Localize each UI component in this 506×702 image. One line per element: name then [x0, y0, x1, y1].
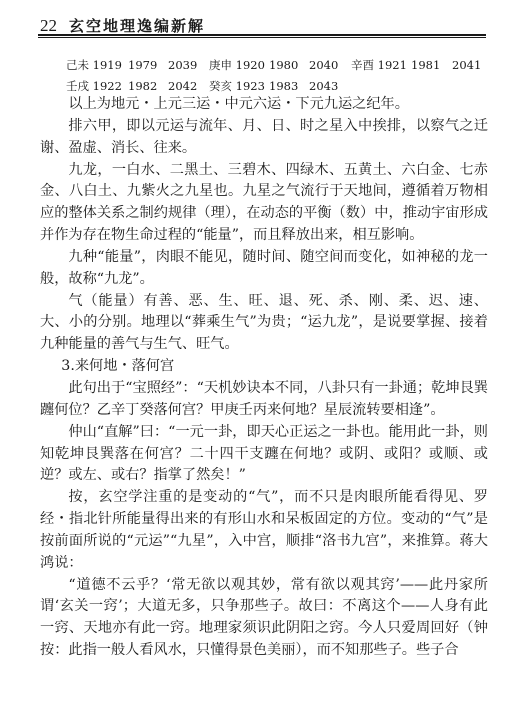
year-table — [66, 54, 486, 96]
year-cell: 2039 — [168, 57, 198, 72]
year-cell: 2041 — [452, 57, 482, 72]
paragraph: “道德不云乎？‘常无欲以观其妙，常有欲以观其窍’——此丹家所谓‘玄关一窍’；大道无多，只争那些子。故曰：不离这个——人身有此一窍、天地亦有此一窍。地理家须识此阴阳之窍。今人只爱周回好（钟按：此指一般人看风水，只懂得景色美丽），而不知那些子。些子合 — [40, 576, 488, 659]
paragraph: 排六甲，即以元运与流年、月、日、时之星入中挨排，以察气之迁谢、盈虚、消长、往来。 — [40, 117, 488, 156]
header-rule — [38, 34, 486, 36]
book-title: 玄空地理逸编新解 — [69, 17, 206, 35]
year-cell: 1982 — [128, 78, 158, 93]
page-header — [40, 10, 485, 36]
year-cell: 2042 — [168, 78, 198, 93]
year-cell: 1980 — [269, 57, 299, 72]
year-cell: 己未 1919 — [66, 57, 122, 72]
year-cell: 2043 — [309, 78, 339, 93]
year-cell: 1981 — [411, 57, 441, 72]
paragraph: 以上为地元・上元三运・中元六运・下元九运之纪年。 — [68, 96, 409, 112]
paragraph: 九龙，一白水、二黑土、三碧木、四绿木、五黄土、六白金、七赤金、八白土、九紫火之九星也。九星之气流行于天地间，遵循着万物相应的整体关系之制约规律（理），在动态的平衡（数）中，推动宇宙形成并作为存在物生命过程的“能量”，而且释放出来，相互影响。 — [40, 161, 488, 244]
year-row — [66, 75, 486, 96]
year-cell: 庚申 1920 — [209, 57, 265, 72]
year-cell: 辛酉 1921 — [351, 57, 407, 72]
year-cell: 2040 — [309, 57, 339, 72]
paragraph: 九种“能量”，肉眼不能见，随时间、随空间而变化，如神秘的龙一般，故称“九龙”。 — [40, 248, 488, 287]
year-cell: 1983 — [269, 78, 299, 93]
year-row — [66, 54, 486, 75]
paragraph: 按，玄空学注重的是变动的“气”，而不只是肉眼所能看得见、罗经・指北针所能量得出来的有形山水和呆板固定的方位。变动的“气”是按前面所说的“元运”“九星”，入中宫，顺排“洛书九宫”，来推算。蒋大鸿说： — [40, 489, 488, 571]
section-heading: 3.来何地・落何宫 — [61, 358, 175, 375]
body-text — [40, 94, 488, 662]
paragraph: 仲山“直解”曰：“一元一卦，即天心正运之一卦也。能用此一卦，则知乾坤艮巽落在何宫？二十四干支躔在何地？或阴、或阳？或顺、或逆？或左、或右？指掌了然矣！” — [40, 423, 488, 484]
paragraph: 此句出于“宝照经”：“天机妙诀本不同，八卦只有一卦通；乾坤艮巽躔何位？乙辛丁癸落何宫？甲庚壬丙来何地？星辰流转要相逢”。 — [40, 379, 488, 418]
page-number: 22 — [40, 16, 57, 35]
header-rule-thin — [38, 37, 486, 38]
year-cell: 壬戌 1922 — [66, 78, 122, 93]
year-cell: 1979 — [128, 57, 158, 72]
paragraph: 气（能量）有善、恶、生、旺、退、死、杀、刚、柔、迟、速、大、小的分别。地理以“葬乘生气”为贵；“运九龙”，是说要掌握、接着九种能量的善气与生气、旺气。 — [40, 292, 488, 353]
year-cell: 癸亥 1923 — [209, 78, 265, 93]
